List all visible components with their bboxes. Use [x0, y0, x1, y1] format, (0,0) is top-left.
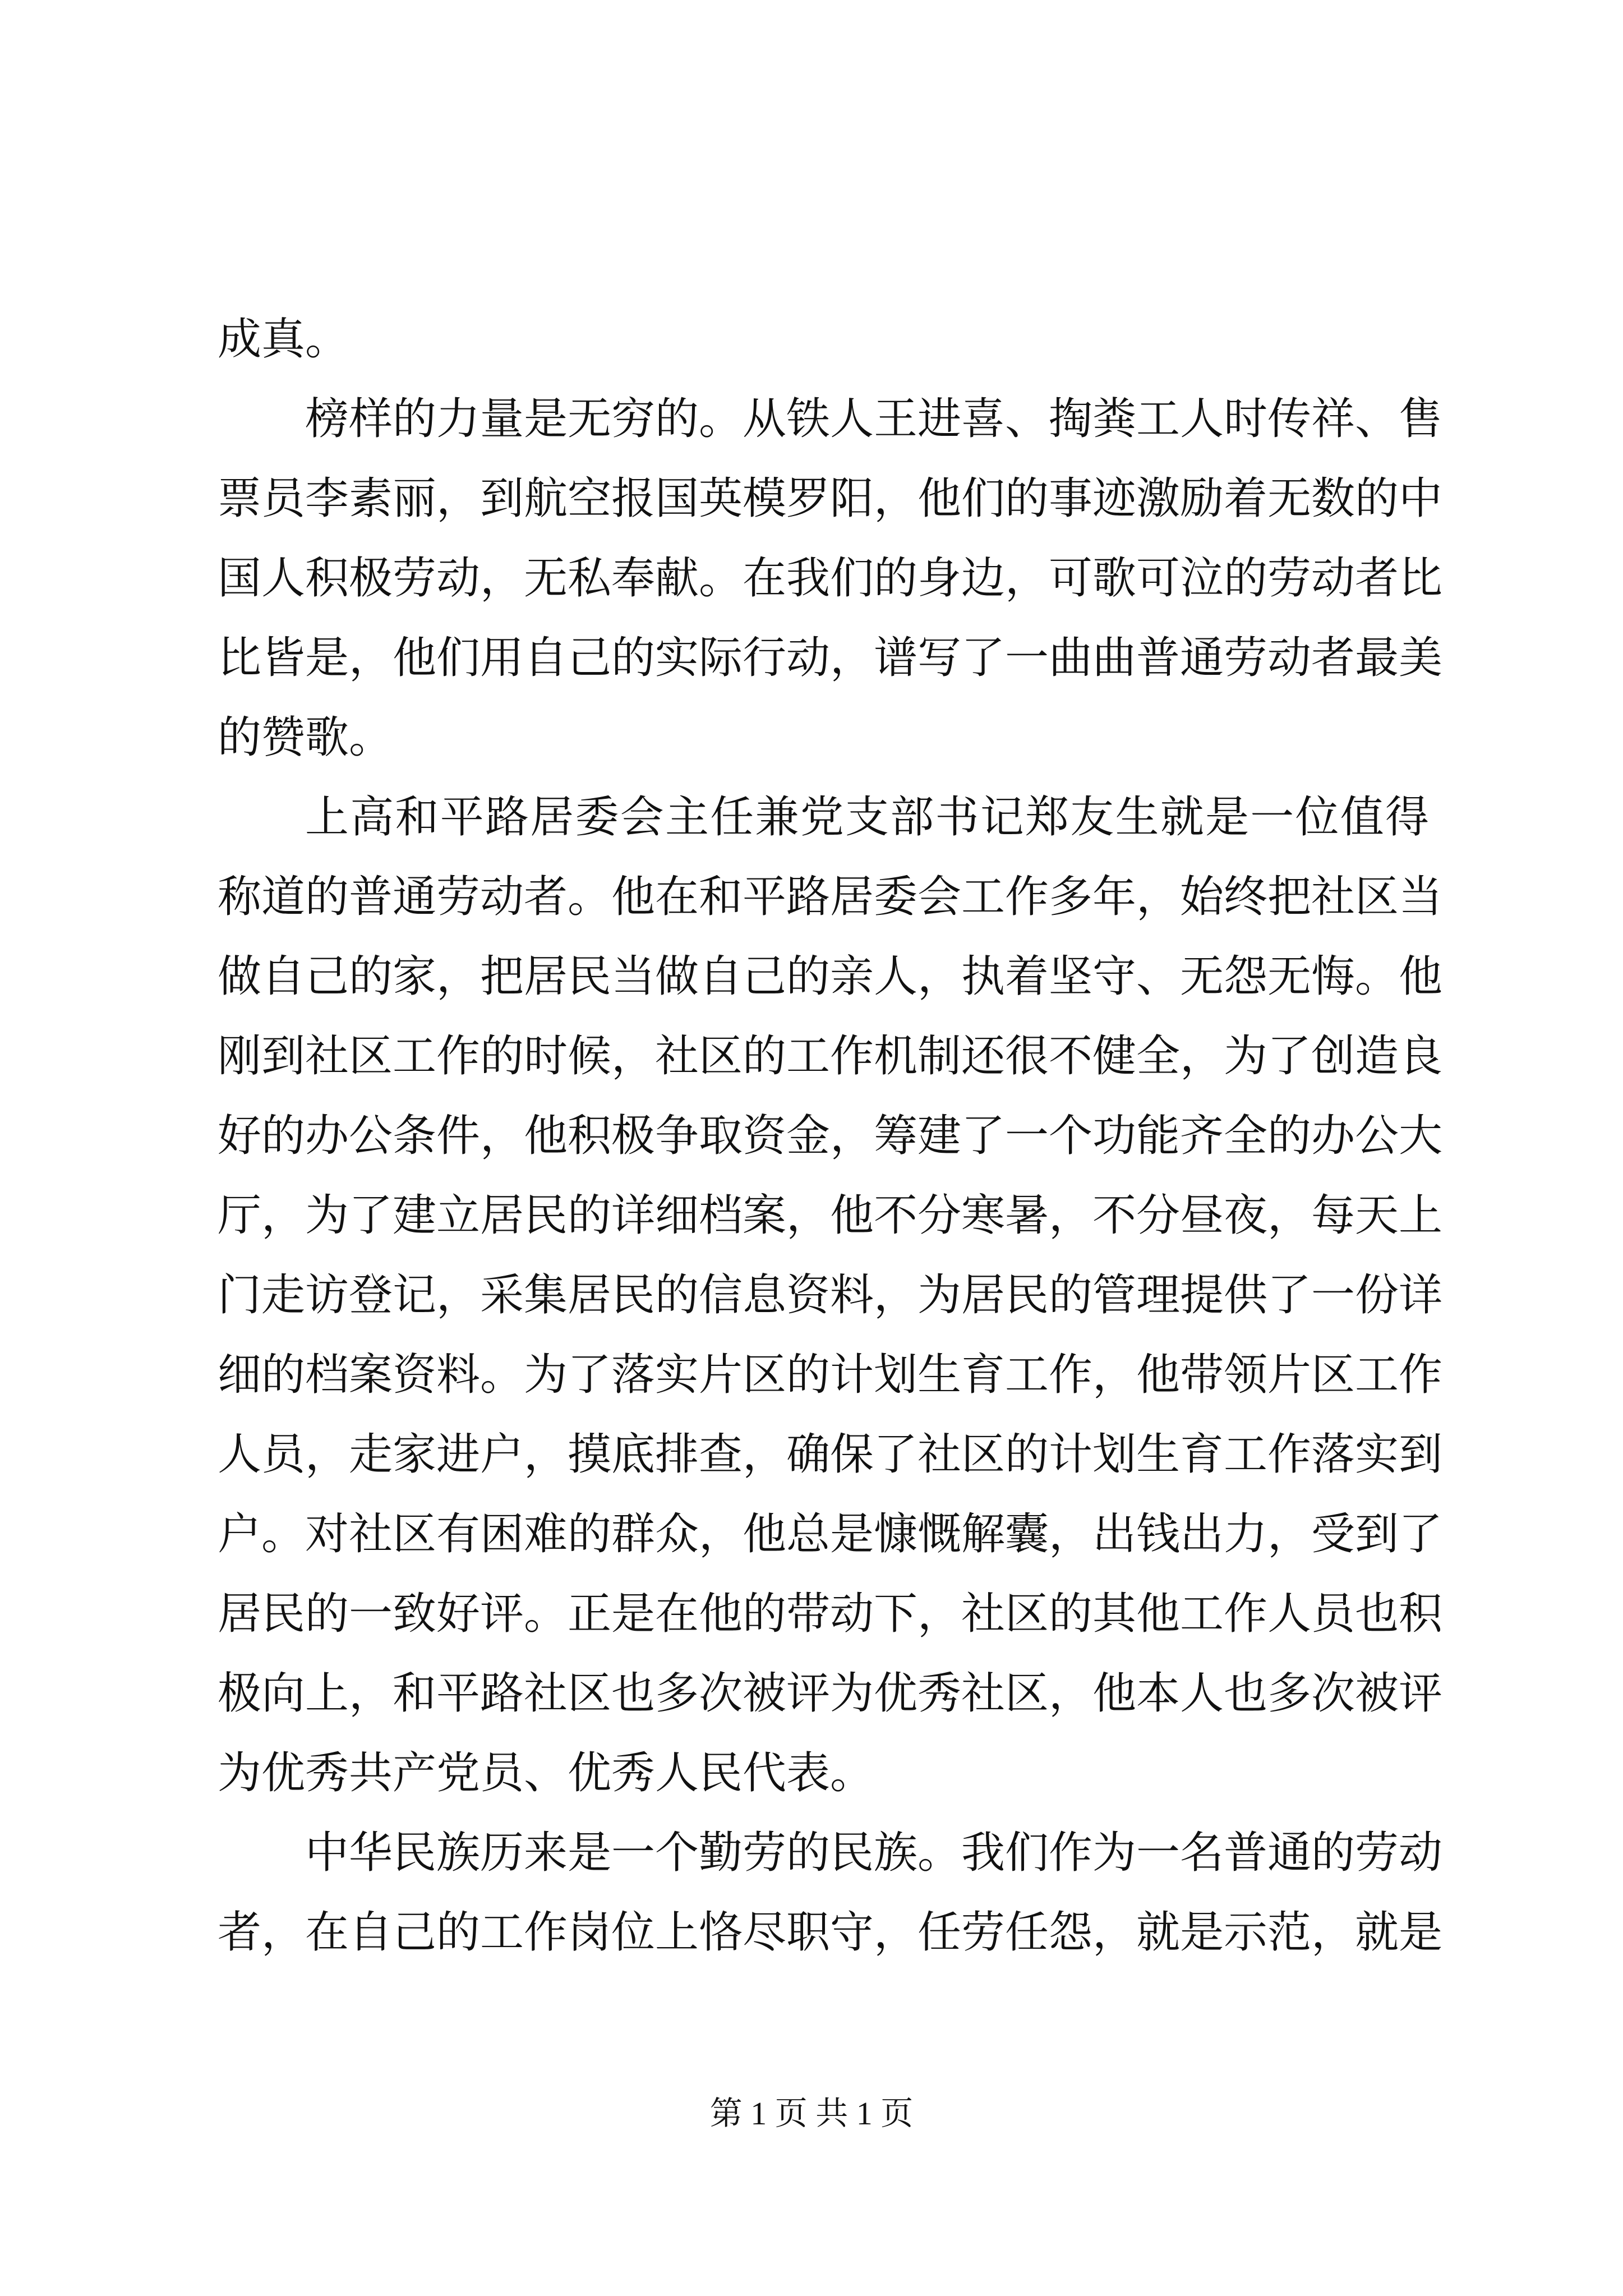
- text-line: 细的档案资料。为了落实片区的计划生育工作，他带领片区工作: [218, 1350, 1443, 1400]
- text-line: 做自己的家，把居民当做自己的亲人，执着坚守、无怨无悔。他: [218, 951, 1443, 1002]
- text-line: 极向上，和平路社区也多次被评为优秀社区，他本人也多次被评: [218, 1668, 1443, 1719]
- text-line: 好的办公条件，他积极争取资金，筹建了一个功能齐全的办公大: [218, 1111, 1443, 1161]
- text-line: 为优秀共产党员、优秀人民代表。: [218, 1748, 874, 1798]
- paragraph-first-line: 榜样的力量是无穷的。从铁人王进喜、掏粪工人时传祥、售: [305, 394, 1443, 444]
- page-footer: 第 1 页 共 1 页: [709, 2095, 914, 2132]
- text-line: 居民的一致好评。正是在他的带动下，社区的其他工作人员也积: [218, 1589, 1443, 1639]
- text-line: 比皆是，他们用自己的实际行动，谱写了一曲曲普通劳动者最美: [218, 633, 1443, 683]
- text-line: 成真。: [218, 314, 349, 365]
- text-line: 刚到社区工作的时候，社区的工作机制还很不健全，为了创造良: [218, 1031, 1443, 1082]
- text-line: 者，在自己的工作岗位上恪尽职守，任劳任怨，就是示范，就是: [218, 1907, 1443, 1958]
- paragraph-first-line: 中华民族历来是一个勤劳的民族。我们作为一名普通的劳动: [305, 1828, 1443, 1878]
- text-line: 称道的普通劳动者。他在和平路居委会工作多年，始终把社区当: [218, 872, 1443, 922]
- text-line: 票员李素丽，到航空报国英模罗阳，他们的事迹激励着无数的中: [218, 473, 1443, 524]
- text-line: 户。对社区有困难的群众，他总是慷慨解囊，出钱出力，受到了: [218, 1509, 1443, 1559]
- text-line: 人员，走家进户，摸底排查，确保了社区的计划生育工作落实到: [218, 1429, 1443, 1480]
- paragraph-first-line: 上高和平路居委会主任兼党支部书记郑友生就是一位值得: [305, 792, 1429, 843]
- text-line: 厅，为了建立居民的详细档案，他不分寒暑，不分昼夜，每天上: [218, 1190, 1443, 1241]
- text-line: 的赞歌。: [218, 712, 393, 763]
- text-line: 国人积极劳动，无私奉献。在我们的身边，可歌可泣的劳动者比: [218, 553, 1443, 604]
- text-line: 门走访登记，采集居民的信息资料，为居民的管理提供了一份详: [218, 1270, 1443, 1320]
